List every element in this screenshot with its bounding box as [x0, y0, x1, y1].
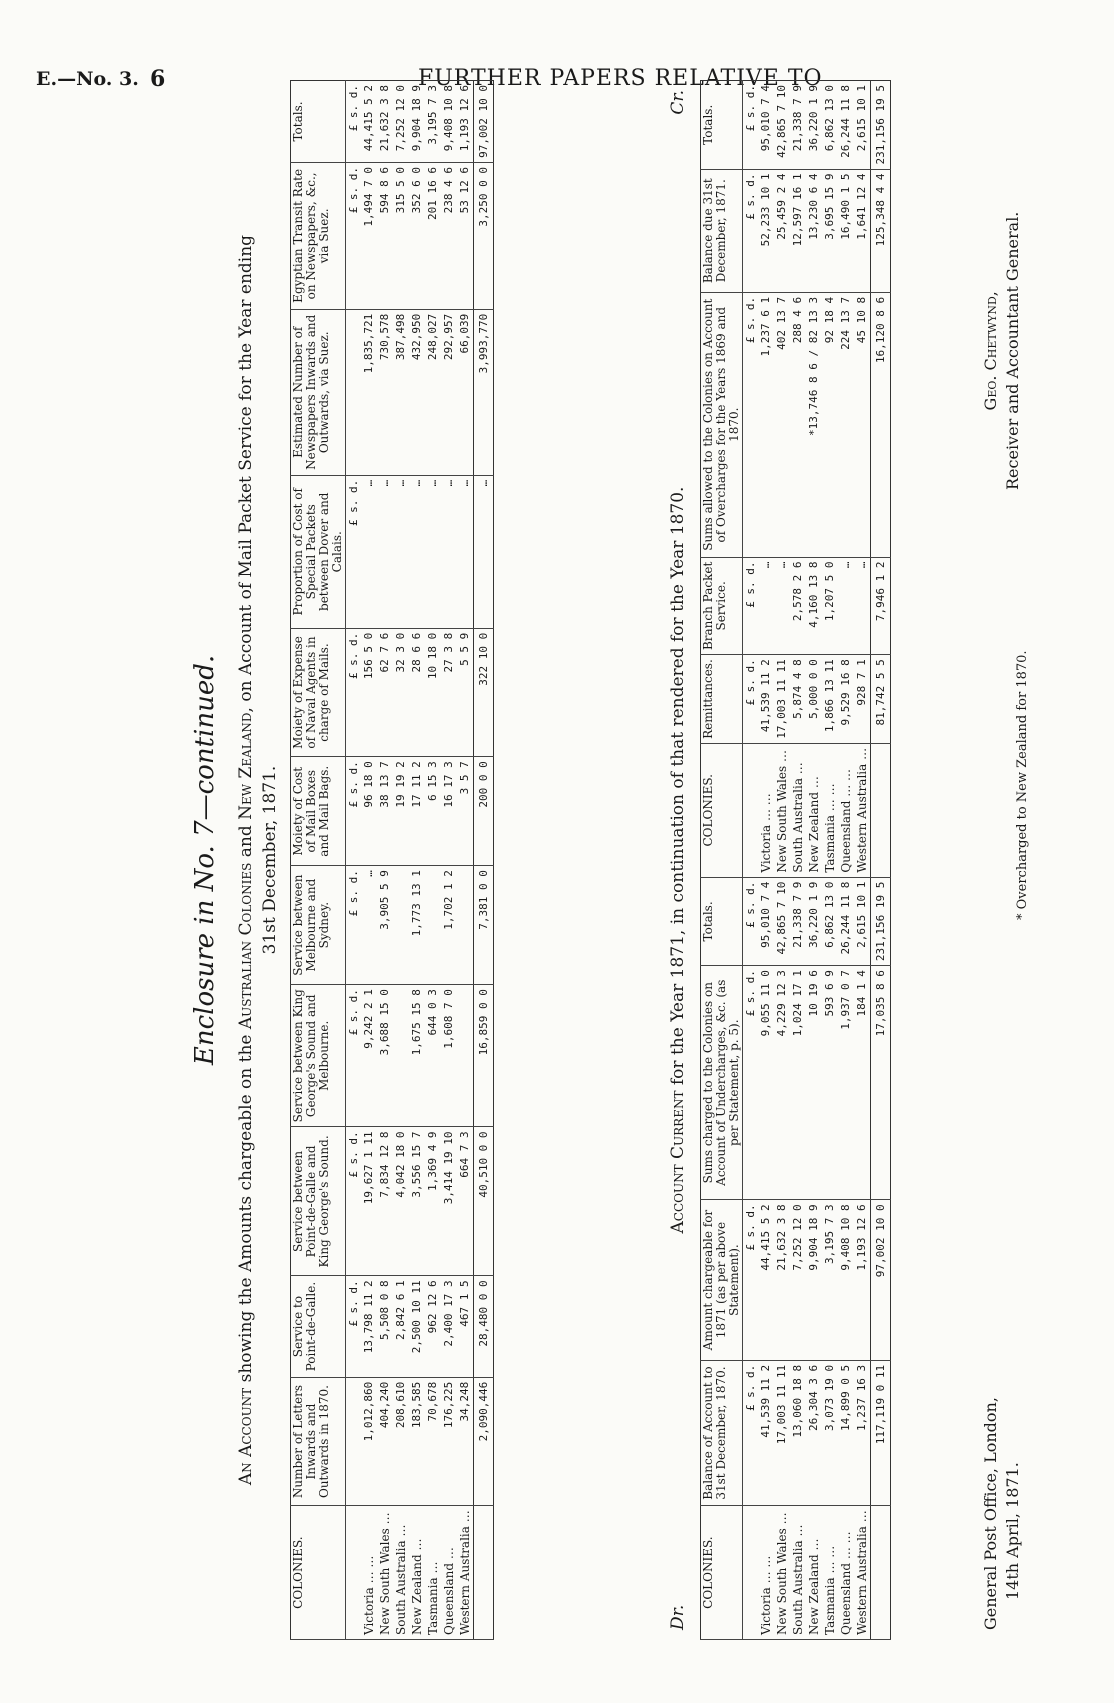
table-cell: 53 12 6 — [457, 162, 474, 309]
table-row — [361, 81, 377, 1640]
total-cell — [474, 1506, 494, 1640]
table-cell: 4,229 12 3 — [774, 966, 790, 1200]
table-cell: 1,193 12 6 — [457, 81, 474, 163]
colony-name: Western Australia … — [854, 743, 871, 877]
table-cell: 730,578 — [377, 309, 393, 475]
table-row — [822, 81, 838, 1640]
table-cell: 352 6 0 — [409, 162, 425, 309]
table-cell: 6,862 13 0 — [822, 877, 838, 965]
unit-label: £ s. d. — [743, 81, 759, 170]
table-cell: 42,865 7 10 — [774, 877, 790, 965]
table-cell: 594 8 6 — [377, 162, 393, 309]
unit-label — [346, 309, 362, 475]
table-cell: 2,500 10 11 — [409, 1276, 425, 1377]
table-cell: … — [758, 557, 774, 655]
unit-label: £ s. d. — [743, 1360, 759, 1505]
table-cell: 3,695 15 9 — [822, 169, 838, 292]
table-cell: 201 16 6 — [425, 162, 441, 309]
account-title: An Account showing the Amounts chargeable on the Australian Colonies and New Zealand, on Account of Mail Packet Service for the Year ending — [236, 234, 256, 1486]
table-row — [441, 81, 457, 1640]
table-cell: 9,242 2 1 — [361, 985, 377, 1127]
total-cell — [871, 1506, 891, 1640]
table-cell: 238 4 6 — [441, 162, 457, 309]
account-current-title: Account Current for the Year 1871, in continuation of that rendered for the Year 1870. — [668, 486, 688, 1234]
colony-name: South Australia … — [393, 1506, 409, 1640]
debit-label: Dr. — [668, 1604, 688, 1630]
unit-label — [743, 743, 759, 877]
table-cell: 176,225 — [441, 1377, 457, 1505]
unit-label: £ s. d. — [346, 866, 362, 985]
table-cell: … — [393, 475, 409, 628]
table-cell: 41,539 11 2 — [758, 655, 774, 744]
column-header: Totals. — [701, 877, 743, 965]
table-cell: 13,798 11 2 — [361, 1276, 377, 1377]
table-cell: 16,490 1 5 — [838, 169, 854, 292]
table-cell: 9,904 18 9 — [806, 1200, 822, 1360]
total-cell: 3,993,770 — [474, 309, 494, 475]
table-cell: 36,220 1 9 — [806, 877, 822, 965]
table-cell — [393, 866, 409, 985]
unit-label: £ s. d. — [346, 628, 362, 757]
table-cell: 32 3 0 — [393, 628, 409, 757]
column-header: Sums allowed to the Colonies on Account of Overcharges for the Years 1869 and 1870. — [701, 292, 743, 557]
unit-label: £ s. d. — [346, 985, 362, 1127]
table-cell: 1,207 5 0 — [822, 557, 838, 655]
unit-label: £ s. d. — [346, 757, 362, 866]
chargeable-amounts-table — [290, 80, 494, 1640]
unit-label: £ s. d. — [743, 557, 759, 655]
column-header: Service to Point-de-Galle. — [291, 1276, 346, 1377]
table-cell: 12,597 16 1 — [790, 169, 806, 292]
table-cell — [425, 866, 441, 985]
enclosure-title: Enclosure in No. 7—continued. — [190, 654, 220, 1066]
column-header: Egyptian Transit Rate on Newspapers, &c., via Suez. — [291, 162, 346, 309]
table-cell: 26,244 11 8 — [838, 81, 854, 170]
table-cell: 183,585 — [409, 1377, 425, 1505]
table-cell: 14,899 0 5 — [838, 1360, 854, 1505]
table-cell: 5 5 9 — [457, 628, 474, 757]
table-cell: 2,615 10 1 — [854, 877, 871, 965]
table-cell: … — [425, 475, 441, 628]
table-row — [854, 81, 871, 1640]
unit-label: £ s. d. — [743, 169, 759, 292]
table-cell: 2,400 17 3 — [441, 1276, 457, 1377]
unit-label: £ s. d. — [743, 877, 759, 965]
column-header: Service between Point-de-Galle and King George's Sound. — [291, 1127, 346, 1276]
column-header: Service between King George's Sound and Melbourne. — [291, 985, 346, 1127]
signature: Geo. Chetwynd, Receiver and Accountant General. — [981, 211, 1022, 490]
table-cell: 6 15 3 — [425, 757, 441, 866]
table-cell: 26,304 3 6 — [806, 1360, 822, 1505]
table-cell: 6,862 13 0 — [822, 81, 838, 170]
total-cell: 125,348 4 4 — [871, 169, 891, 292]
column-header: Balance due 31st December, 1871. — [701, 169, 743, 292]
colony-name: Queensland … — [441, 1506, 457, 1640]
table-cell: 467 1 5 — [457, 1276, 474, 1377]
table-cell: 593 6 9 — [822, 966, 838, 1200]
colony-name: Queensland … … — [838, 1506, 854, 1640]
colony-name: Tasmania … — [425, 1506, 441, 1640]
table-cell: 16 17 3 — [441, 757, 457, 866]
credit-label: Cr. — [668, 90, 688, 115]
total-cell: 97,002 10 0 — [474, 81, 494, 163]
table-cell: 3,688 15 0 — [377, 985, 393, 1127]
table-cell: 7,252 12 0 — [790, 1200, 806, 1360]
column-header: Amount chargeable for 1871 (as per above Statement). — [701, 1200, 743, 1360]
colony-name: Victoria … … — [758, 743, 774, 877]
table-cell: 1,369 4 9 — [425, 1127, 441, 1276]
unit-label: £ s. d. — [346, 475, 362, 628]
column-header: Remittances. — [701, 655, 743, 744]
column-header: Balance of Account to 31st December, 1870. — [701, 1360, 743, 1505]
table-cell: 27 3 8 — [441, 628, 457, 757]
table-cell: 62 7 6 — [377, 628, 393, 757]
total-cell: 7,946 1 2 — [871, 557, 891, 655]
table-row — [409, 81, 425, 1640]
table-cell: 928 7 1 — [854, 655, 871, 744]
document-ref: E.—No. 3. — [36, 68, 139, 90]
footnote: * Overcharged to New Zealand for 1870. — [1015, 650, 1030, 920]
table-cell: 5,874 4 8 — [790, 655, 806, 744]
table-cell: 9,529 16 8 — [838, 655, 854, 744]
colony-name: Queensland … … — [838, 743, 854, 877]
table-cell: 28 6 6 — [409, 628, 425, 757]
column-header: Estimated Number of Newspapers Inwards and Outwards, via Suez. — [291, 309, 346, 475]
table-cell: 9,408 10 8 — [838, 1200, 854, 1360]
colony-name: New Zealand … — [409, 1506, 425, 1640]
table-cell: 66,039 — [457, 309, 474, 475]
table-cell: 1,024 17 1 — [790, 966, 806, 1200]
table-cell: 17 11 2 — [409, 757, 425, 866]
table-row — [425, 81, 441, 1640]
total-cell: 117,119 0 11 — [871, 1360, 891, 1505]
table-cell: … — [838, 557, 854, 655]
table-cell: 1,773 13 1 — [409, 866, 425, 985]
table-cell: 7,252 12 0 — [393, 81, 409, 163]
table-cell: 1,608 7 0 — [441, 985, 457, 1127]
table-cell: 21,632 3 8 — [774, 1200, 790, 1360]
column-header: Moiety of Expense of Naval Agents in charge of Mails. — [291, 628, 346, 757]
unit-label: £ s. d. — [346, 1276, 362, 1377]
table-cell — [393, 985, 409, 1127]
table-cell: … — [441, 475, 457, 628]
total-cell: 322 10 0 — [474, 628, 494, 757]
table-cell: 224 13 7 — [838, 292, 854, 557]
table-cell: 95,010 7 4 — [758, 81, 774, 170]
table-cell: 1,237 6 1 — [758, 292, 774, 557]
table-row — [806, 81, 822, 1640]
total-cell: 231,156 19 5 — [871, 81, 891, 170]
table-cell: 3,073 19 0 — [822, 1360, 838, 1505]
table-cell: 19 19 2 — [393, 757, 409, 866]
table-cell: 26,244 11 8 — [838, 877, 854, 965]
table-cell: 1,012,860 — [361, 1377, 377, 1505]
colony-name: Victoria … … — [361, 1506, 377, 1640]
total-cell: 81,742 5 5 — [871, 655, 891, 744]
table-cell: 664 7 3 — [457, 1127, 474, 1276]
table-cell: … — [409, 475, 425, 628]
total-cell: 40,510 0 0 — [474, 1127, 494, 1276]
table-cell: 96 18 0 — [361, 757, 377, 866]
table-row — [393, 81, 409, 1640]
page-number: 6 — [150, 66, 166, 92]
colony-name: Tasmania … … — [822, 1506, 838, 1640]
total-cell: … — [474, 475, 494, 628]
table-cell: 41,539 11 2 — [758, 1360, 774, 1505]
total-cell: 3,250 0 0 — [474, 162, 494, 309]
table-cell: 1,866 13 11 — [822, 655, 838, 744]
table-cell: 52,233 10 1 — [758, 169, 774, 292]
table-cell: 10 19 6 — [806, 966, 822, 1200]
table-cell: 3,905 5 9 — [377, 866, 393, 985]
table-cell: 3,195 7 3 — [425, 81, 441, 163]
total-cell: 231,156 19 5 — [871, 877, 891, 965]
colony-name: South Australia … — [790, 1506, 806, 1640]
table-cell: 1,494 7 0 — [361, 162, 377, 309]
table-cell: 19,627 1 11 — [361, 1127, 377, 1276]
table-cell: … — [361, 475, 377, 628]
total-cell: 16,859 0 0 — [474, 985, 494, 1127]
table-cell: 2,842 6 1 — [393, 1276, 409, 1377]
table-cell: 1,835,721 — [361, 309, 377, 475]
unit-label: £ s. d. — [346, 1127, 362, 1276]
column-header: Service between Melbourne and Sydney. — [291, 866, 346, 985]
table-cell: 644 0 3 — [425, 985, 441, 1127]
table-cell: 1,702 1 2 — [441, 866, 457, 985]
colony-name: New Zealand … — [806, 743, 822, 877]
table-row — [457, 81, 474, 1640]
unit-label: £ s. d. — [743, 292, 759, 557]
table-cell: 42,865 7 10 — [774, 81, 790, 170]
colony-name: Western Australia … — [854, 1506, 871, 1640]
totals-row — [474, 81, 494, 1640]
table-cell: 3,195 7 3 — [822, 1200, 838, 1360]
total-cell: 17,035 8 6 — [871, 966, 891, 1200]
total-cell: 97,002 10 0 — [871, 1200, 891, 1360]
running-title: FURTHER PAPERS RELATIVE TO — [418, 66, 823, 91]
table-cell: 21,338 7 9 — [790, 877, 806, 965]
table-cell: 95,010 7 4 — [758, 877, 774, 965]
colony-name: New South Wales … — [774, 1506, 790, 1640]
column-header: Branch Packet Service. — [701, 557, 743, 655]
table-cell: 44,415 5 2 — [758, 1200, 774, 1360]
rotated-content — [190, 80, 1070, 1640]
unit-label — [346, 1377, 362, 1505]
total-cell: 200 0 0 — [474, 757, 494, 866]
colony-name: Victoria … … — [758, 1506, 774, 1640]
table-cell: 2,578 2 6 — [790, 557, 806, 655]
table-cell: 2,615 10 1 — [854, 81, 871, 170]
colony-name: South Australia … — [790, 743, 806, 877]
table-cell: … — [457, 475, 474, 628]
colony-name: New Zealand … — [806, 1506, 822, 1640]
table-cell: 9,055 11 0 — [758, 966, 774, 1200]
column-header: Sums charged to the Colonies on Account of Undercharges, &c. (as per Statement, p. 5). — [701, 966, 743, 1200]
table-cell — [457, 866, 474, 985]
table-cell: 404,240 — [377, 1377, 393, 1505]
table-cell: 13,060 18 8 — [790, 1360, 806, 1505]
unit-label — [346, 1506, 362, 1640]
column-header: Number of Letters Inwards and Outwards in 1870. — [291, 1377, 346, 1505]
table-cell: 5,508 0 8 — [377, 1276, 393, 1377]
office-address: General Post Office, London, 14th April, 1871. — [981, 1397, 1022, 1630]
table-cell: 4,160 13 8 — [806, 557, 822, 655]
table-cell: 208,610 — [393, 1377, 409, 1505]
table-cell: 44,415 5 2 — [361, 81, 377, 163]
table-cell: 1,193 12 6 — [854, 1200, 871, 1360]
column-header: Totals. — [701, 81, 743, 170]
total-cell — [871, 743, 891, 877]
table-cell: 1,937 0 7 — [838, 966, 854, 1200]
table-row — [758, 81, 774, 1640]
table-cell: 387,498 — [393, 309, 409, 475]
table-cell: 92 18 4 — [822, 292, 838, 557]
table-cell: 21,338 7 9 — [790, 81, 806, 170]
table-cell: 70,678 — [425, 1377, 441, 1505]
column-header: Proportion of Cost of Special Packets between Dover and Calais. — [291, 475, 346, 628]
table-cell: 315 5 0 — [393, 162, 409, 309]
unit-label: £ s. d. — [346, 162, 362, 309]
table-cell: 38 13 7 — [377, 757, 393, 866]
table-cell: 9,904 18 9 — [409, 81, 425, 163]
table-row — [838, 81, 854, 1640]
table-cell: 156 5 0 — [361, 628, 377, 757]
table-cell: 7,834 12 8 — [377, 1127, 393, 1276]
table-cell: 432,950 — [409, 309, 425, 475]
table-row — [790, 81, 806, 1640]
table-cell: 21,632 3 8 — [377, 81, 393, 163]
column-header: Moiety of Cost of Mail Boxes and Mail Bags. — [291, 757, 346, 866]
column-header: Totals. — [291, 81, 346, 163]
table-cell: 184 1 4 — [854, 966, 871, 1200]
unit-label: £ s. d. — [743, 966, 759, 1200]
table-cell: 1,675 15 8 — [409, 985, 425, 1127]
table-cell: 17,003 11 11 — [774, 655, 790, 744]
table-cell: 45 10 8 — [854, 292, 871, 557]
table-cell: 5,000 0 0 — [806, 655, 822, 744]
total-cell: 7,381 0 0 — [474, 866, 494, 985]
unit-label: £ s. d. — [346, 81, 362, 163]
table-cell: 288 4 6 — [790, 292, 806, 557]
totals-row — [871, 81, 891, 1640]
account-title-line2: 31st December, 1871. — [260, 765, 280, 955]
table-cell: 3,556 15 7 — [409, 1127, 425, 1276]
table-cell: 1,641 12 4 — [854, 169, 871, 292]
table-cell: 10 18 0 — [425, 628, 441, 757]
unit-label — [743, 1506, 759, 1640]
table-cell: 9,408 10 8 — [441, 81, 457, 163]
column-header: COLONIES. — [701, 743, 743, 877]
table-row — [774, 81, 790, 1640]
table-cell: 17,003 11 11 — [774, 1360, 790, 1505]
total-cell: 28,480 0 0 — [474, 1276, 494, 1377]
total-cell: 2,090,446 — [474, 1377, 494, 1505]
table-cell: 4,042 18 0 — [393, 1127, 409, 1276]
table-cell — [457, 985, 474, 1127]
table-cell: *13,746 8 6 / 82 13 3 — [806, 292, 822, 557]
unit-label: £ s. d. — [743, 1200, 759, 1360]
table-cell: 25,459 2 4 — [774, 169, 790, 292]
table-cell: … — [774, 557, 790, 655]
table-cell: 248,027 — [425, 309, 441, 475]
colony-name: New South Wales … — [774, 743, 790, 877]
table-cell: … — [377, 475, 393, 628]
table-cell: 402 13 7 — [774, 292, 790, 557]
colony-name: Tasmania … … — [822, 743, 838, 877]
colony-name: New South Wales … — [377, 1506, 393, 1640]
table-cell: 1,237 16 3 — [854, 1360, 871, 1505]
table-cell: 292,957 — [441, 309, 457, 475]
table-cell: 962 12 6 — [425, 1276, 441, 1377]
table-row — [377, 81, 393, 1640]
table-cell: … — [361, 866, 377, 985]
column-header: COLONIES. — [701, 1506, 743, 1640]
table-cell: 13,230 6 4 — [806, 169, 822, 292]
account-current-table — [700, 80, 891, 1640]
table-cell: 36,220 1 9 — [806, 81, 822, 170]
column-header: COLONIES. — [291, 1506, 346, 1640]
unit-label: £ s. d. — [743, 655, 759, 744]
table-cell: 3 5 7 — [457, 757, 474, 866]
table-cell: 34,248 — [457, 1377, 474, 1505]
table-cell: 3,414 19 10 — [441, 1127, 457, 1276]
table-cell: … — [854, 557, 871, 655]
colony-name: Western Australia … — [457, 1506, 474, 1640]
total-cell: 16,120 8 6 — [871, 292, 891, 557]
